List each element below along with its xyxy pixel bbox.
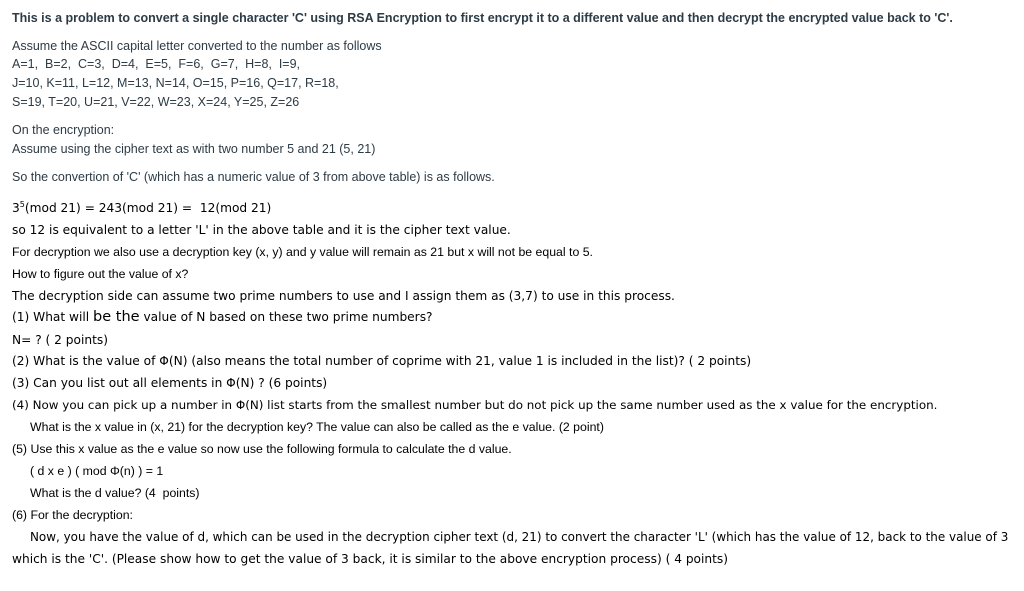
question-4-ask: What is the x value in (x, 21) for the decryption key? The value can also be called as the e value. (2 point) (30, 420, 604, 434)
ascii-table-row-3: S=19, T=20, U=21, V=22, W=23, X=24, Y=25, Z=26 (12, 95, 300, 109)
formula-base: 3 (12, 201, 20, 215)
question-6-text-cont: which is the 'C'. (Please show how to get the value of 3 back, it is similar to the above encryption process) ( 4 points) (12, 552, 729, 566)
encryption-cipher-text: Assume using the cipher text as with two number 5 and 21 (5, 21) (12, 142, 376, 156)
question-1 (12, 309, 433, 325)
formula-rest: (mod 21) = 243(mod 21) = 12(mod 21) (24, 201, 272, 215)
question-1-part-a: (1) What will (12, 310, 94, 324)
question-5-ask: What is the d value? (4 points) (30, 486, 200, 500)
encryption-conversion: So the convertion of 'C' (which has a numeric value of 3 from above table) is as follows. (12, 170, 495, 184)
how-to-find-x: How to figure out the value of x? (12, 267, 189, 281)
question-5-formula: ( d x e ) ( mod Φ(n) ) = 1 (30, 464, 164, 478)
problem-title: This is a problem to convert a single character 'C' using RSA Encryption to first encrypt it to a different value and then decrypt the encrypted value back to 'C'. (12, 11, 953, 25)
question-4: (4) Now you can pick up a number in Φ(N) list starts from the smallest number but do not pick up the same number used as the x value for the encryption. (12, 398, 938, 412)
encryption-heading: On the encryption: (12, 123, 115, 137)
ascii-table-row-2: J=10, K=11, L=12, M=13, N=14, O=15, P=16, Q=17, R=18, (12, 76, 339, 90)
formula-exponent: 5 (19, 200, 25, 209)
cipher-equivalence: so 12 is equivalent to a letter 'L' in the above table and it is the cipher text value. (12, 223, 511, 237)
question-1-answer: N= ? ( 2 points) (12, 333, 108, 347)
question-6: (6) For the decryption: (12, 508, 133, 522)
ascii-table-row-1: A=1, B=2, C=3, D=4, E=5, F=6, G=7, H=8, I=9, (12, 57, 301, 71)
decryption-primes: The decryption side can assume two prime numbers to use and I assign them as (3,7) to use in this process. (12, 289, 675, 303)
question-3: (3) Can you list out all elements in Φ(N) ? (6 points) (12, 376, 328, 390)
decryption-key: For decryption we also use a decryption key (x, y) and y value will remain as 21 but x will not be equal to 5. (12, 245, 593, 259)
encryption-formula (12, 200, 271, 216)
question-5: (5) Use this x value as the e value so now use the following formula to calculate the d value. (12, 442, 512, 456)
question-6-text: Now, you have the value of d, which can be used in the decryption cipher text (d, 21) to convert the character 'L' (which has the value of 12, back to the value of 3 (30, 530, 1009, 544)
question-1-part-b: be the (93, 309, 140, 325)
question-2: (2) What is the value of Φ(N) (also means the total number of coprime with 21, value 1 is included in the list)? ( 2 points) (12, 354, 752, 368)
question-1-part-c: value of N based on these two prime numbers? (139, 310, 433, 324)
ascii-intro: Assume the ASCII capital letter converted to the number as follows (12, 39, 382, 53)
